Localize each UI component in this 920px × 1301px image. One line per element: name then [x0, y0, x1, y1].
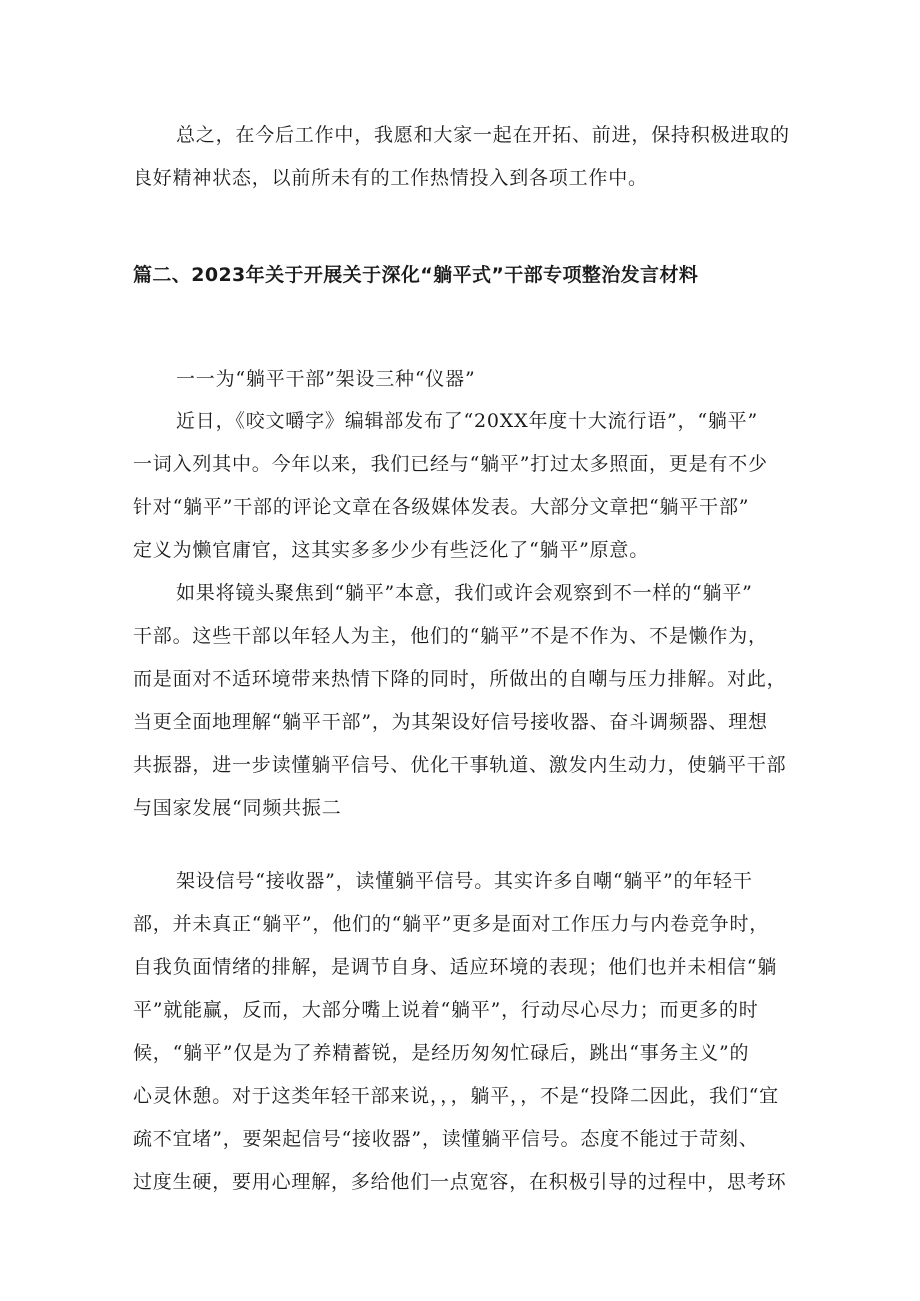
paragraph-2-line-5: 共振器，进一步读懂躺平信号、优化干事轨道、激发内生动力，使躺平干部	[133, 754, 787, 776]
paragraph-2-line-3: 而是面对不适环境带来热情下降的同时，所做出的自嘲与压力排解。对此，	[133, 668, 787, 690]
paragraph-2-line-2: 干部。这些干部以年轻人为主，他们的“躺平”不是不作为、不是懒作为，	[133, 625, 768, 647]
paragraph-2-line-4: 当更全面地理解“躺平干部”，为其架设好信号接收器、奋斗调频器、理想	[133, 711, 768, 733]
paragraph-3-line-2: 部，并未真正“躺平”，他们的“躺平”更多是面对工作压力与内卷竞争时，	[133, 913, 770, 935]
paragraph-3-line-5: 候，“躺平”仅是为了养精蓄锐，是经历匆匆忙碌后，跳出“事务主义”的	[133, 1042, 750, 1064]
paragraph-3-line-7: 疏不宜堵”，要架起信号“接收器”，读懂躺平信号。态度不能过于苛刻、	[133, 1128, 759, 1150]
paragraph-1-line-3: 针对“躺平”干部的评论文章在各级媒体发表。大部分文章把“躺平干部”	[133, 496, 750, 518]
paragraph-2-line-6: 与国家发展“同频共振二	[133, 797, 342, 819]
paragraph-3-line-4: 平”就能赢，反而，大部分嘴上说着“躺平”，行动尽心尽力；而更多的时	[133, 999, 759, 1021]
paragraph-3-line-8: 过度生硬，要用心理解，多给他们一点宽容，在积极引导的过程中，思考环	[133, 1171, 787, 1193]
paragraph-3-line-3: 自我负面情绪的排解，是调节自身、适应环境的表现；他们也并未相信“躺	[133, 956, 778, 978]
paragraph-3-line-1: 架设信号“接收器”，读懂躺平信号。其实许多自嘲“躺平”的年轻干	[176, 870, 753, 892]
paragraph-3-line-6: 心灵休憩。对于这类年轻干部来说，，，躺平，，不是“投降二因此，我们“宜	[133, 1085, 779, 1107]
section-heading: 篇二、2023年关于开展关于深化“躺平式”干部专项整治发言材料	[133, 264, 699, 286]
paragraph-1-line-4: 定义为懒官庸官，这其实多多少少有些泛化了“躺平”原意。	[133, 539, 650, 561]
section-subtitle: 一一为“躺平干部”架设三种“仪器”	[176, 368, 476, 390]
intro-line-2: 良好精神状态，以前所未有的工作热情投入到各项工作中。	[133, 167, 648, 189]
paragraph-1-line-2: 一词入列其中。今年以来，我们已经与“躺平”打过太多照面，更是有不少	[133, 453, 768, 475]
paragraph-2-line-1: 如果将镜头聚焦到“躺平”本意，我们或许会观察到不一样的“躺平”	[176, 582, 753, 604]
intro-line-1: 总之，在今后工作中，我愿和大家一起在开拓、前进，保持积极进取的	[176, 124, 790, 146]
paragraph-1-line-1: 近日，《咬文嚼字》编辑部发布了“20XX年度十大流行语”，“躺平”	[176, 410, 758, 432]
